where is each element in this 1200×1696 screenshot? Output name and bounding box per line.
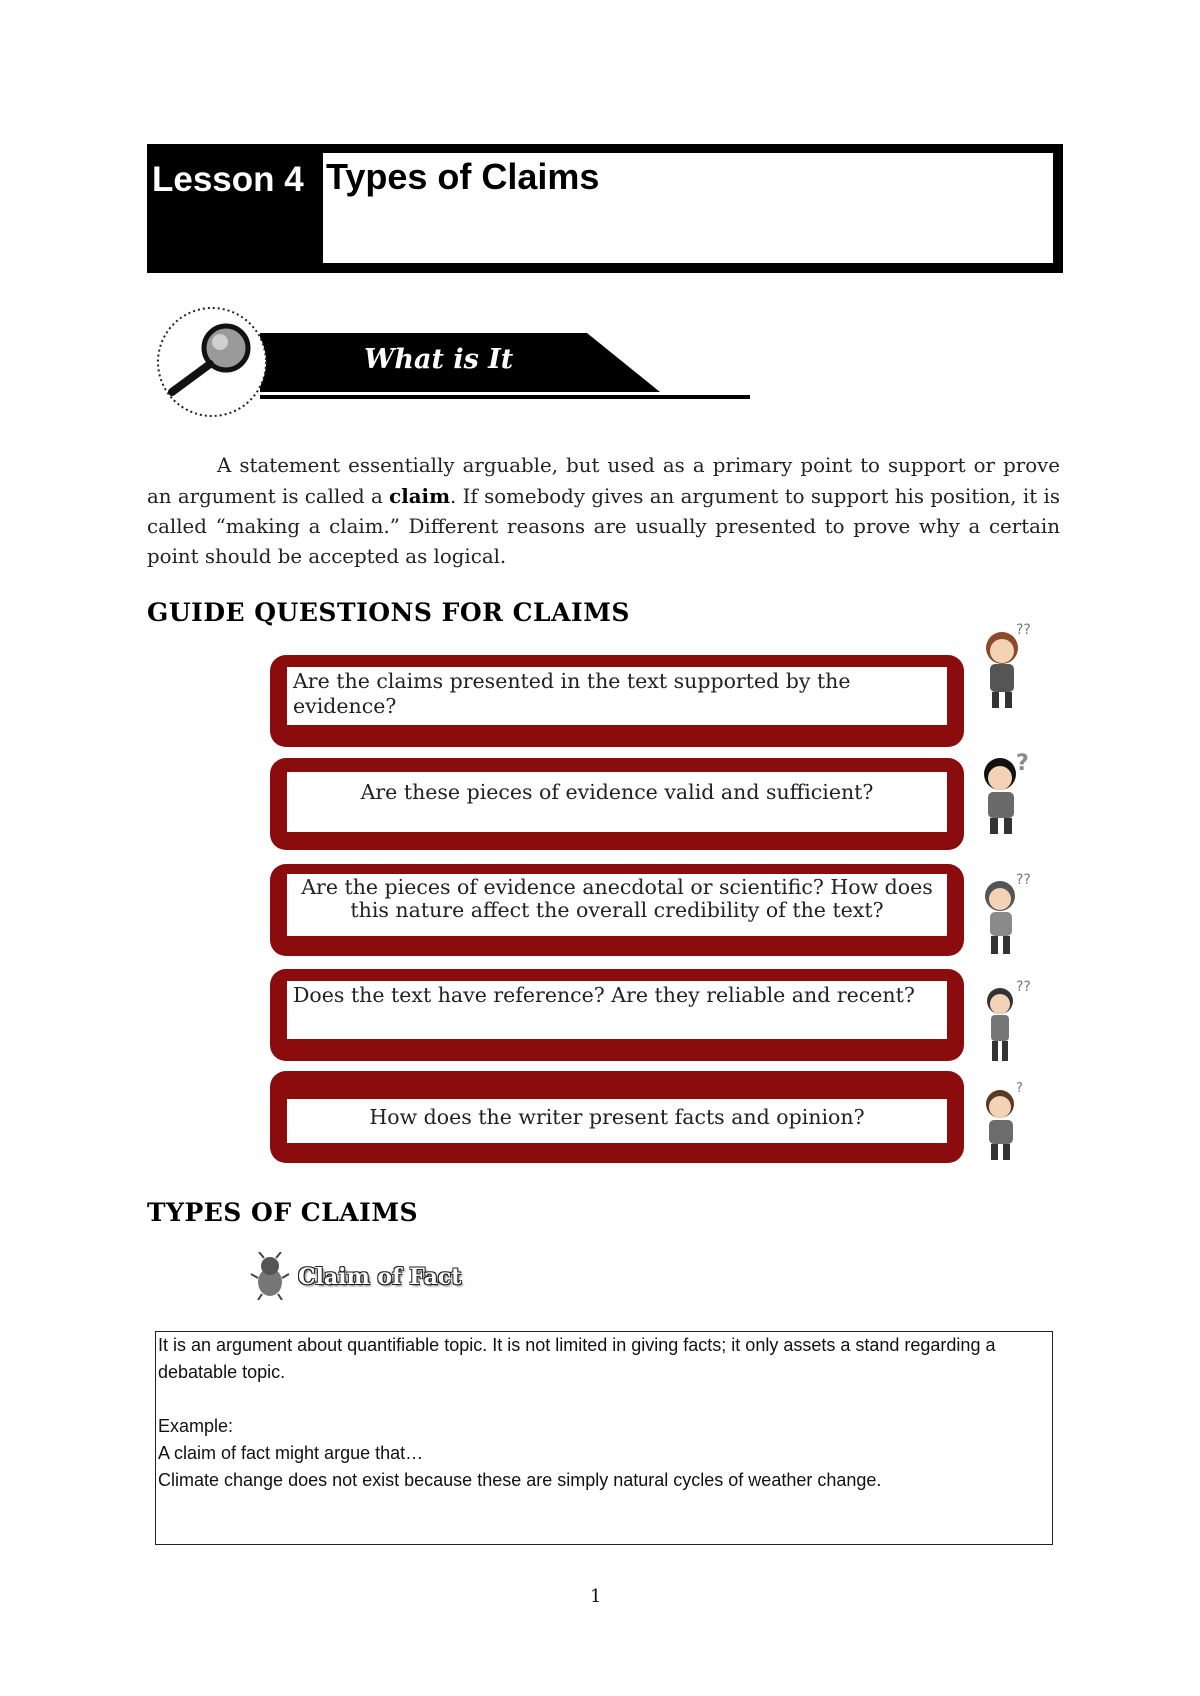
claim-of-fact-definition: It is an argument about quantifiable topic. It is not limited in giving facts; it only assets a stand regarding a debatable topic. [158, 1335, 996, 1382]
svg-text:??: ?? [1016, 872, 1031, 888]
intro-text-end: . If somebody gives an argument to support his position, it is called “making a claim.” Different reasons are usually presented to prove why a certain point should be accepted as logical. [147, 485, 1060, 568]
question-card-5 [270, 1071, 964, 1163]
bug-character-icon [250, 1252, 290, 1300]
svg-text:?: ? [1016, 751, 1029, 776]
lesson-label: Lesson 4 [152, 160, 304, 199]
thinking-boy-icon [972, 748, 1044, 844]
question-card-3 [270, 864, 964, 956]
example-text: Climate change does not exist because these are simply natural cycles of weather change. [158, 1470, 882, 1490]
thinking-girl-icon [972, 618, 1044, 714]
question-text: Are these pieces of evidence valid and sufficient? [287, 772, 947, 832]
intro-text-start: A statement essentially arguable, but used as a primary point to support or prove an argument is called a [147, 454, 1060, 508]
question-card-2 [270, 758, 964, 850]
example-intro: A claim of fact might argue that… [158, 1443, 424, 1463]
claim-of-fact-label: Claim of Fact [298, 1264, 462, 1290]
types-of-claims-heading: TYPES OF CLAIMS [147, 1198, 419, 1227]
question-text: Are the pieces of evidence anecdotal or scientific? How does this nature affect the overall credibility of the text? [287, 874, 947, 936]
guide-questions-heading: GUIDE QUESTIONS FOR CLAIMS [147, 598, 630, 627]
question-text: Does the text have reference? Are they reliable and recent? [287, 981, 947, 1039]
question-text: How does the writer present facts and opinion? [287, 1099, 947, 1143]
question-card-4 [270, 969, 964, 1061]
svg-text:??: ?? [1016, 979, 1031, 995]
question-card-1 [270, 655, 964, 747]
svg-text:?: ? [1016, 1081, 1023, 1096]
intro-paragraph [147, 451, 1060, 572]
confused-boy-icon [972, 975, 1044, 1071]
svg-text:??: ?? [1016, 622, 1031, 638]
confused-girl-icon [972, 868, 1044, 964]
claim-keyword: claim [389, 484, 450, 508]
page-number: 1 [590, 1586, 602, 1607]
lesson-title: Types of Claims [326, 156, 600, 197]
claim-of-fact-box [155, 1331, 1053, 1545]
question-text: Are the claims presented in the text supported by the evidence? [287, 667, 947, 725]
puzzled-boy-icon [972, 1078, 1044, 1174]
example-label: Example: [158, 1416, 234, 1436]
what-is-it-label: What is It [364, 344, 514, 375]
